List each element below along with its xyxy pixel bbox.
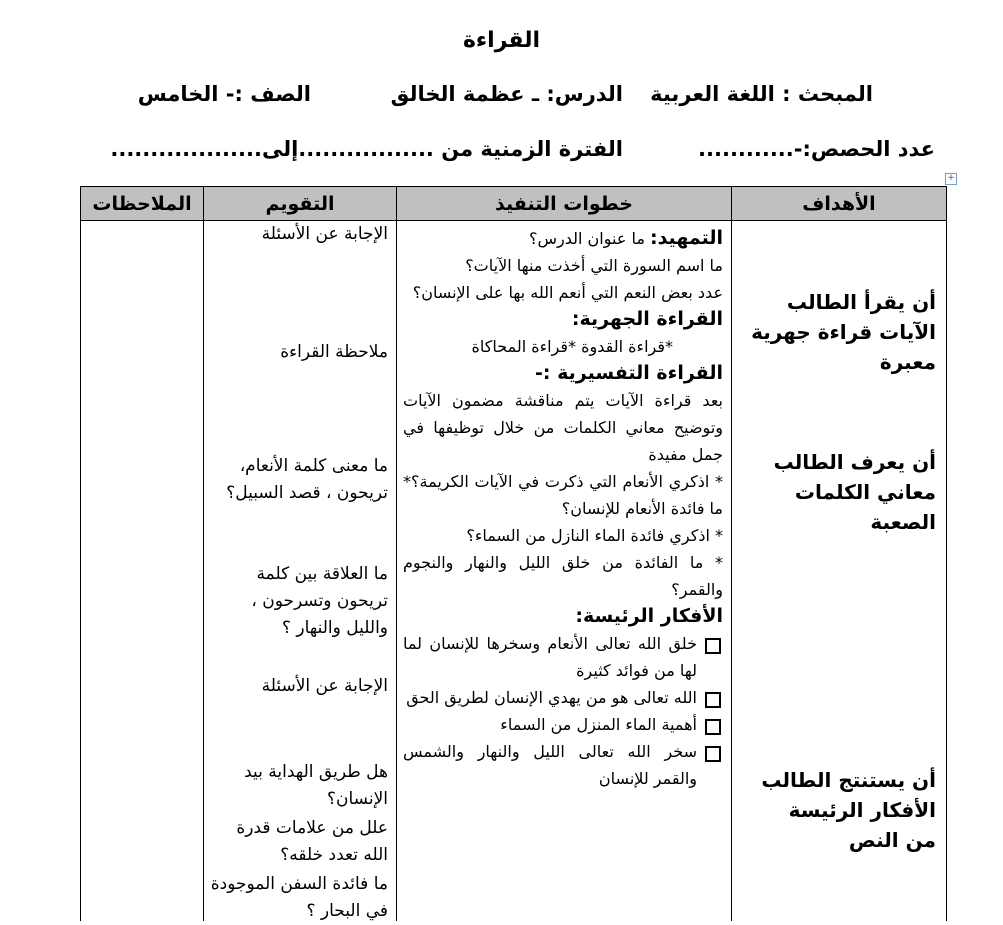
loud-reading-text: *قراءة القدوة *قراءة المحاكاة	[471, 337, 673, 356]
evaluation-item: الإجابة عن الأسئلة	[261, 224, 388, 244]
table-move-handle-icon[interactable]: +	[945, 173, 957, 185]
evaluation-item: ملاحظة القراءة	[280, 342, 388, 362]
evaluation-cell	[204, 221, 397, 922]
explanatory-reading-label: القراءة التفسيرية :-	[535, 362, 723, 384]
subject-label: المبحث : اللغة العربية	[650, 82, 873, 106]
explanatory-question: * اذكري الأنعام التي ذكرت في الآيات الكريمة؟* ما فائدة الأنعام للإنسان؟	[403, 472, 723, 518]
loud-reading-label: القراءة الجهرية:	[571, 308, 723, 330]
intro-question: عدد بعض النعم التي أنعم الله بها على الإنسان؟	[412, 283, 723, 302]
intro-question: ما اسم السورة التي أخذت منها الآيات؟	[465, 256, 723, 275]
checkbox-bullet-icon	[705, 692, 721, 708]
lesson-plan-table	[80, 186, 947, 921]
main-idea-item: سخر الله تعالى الليل والنهار والشمس والقمر للإنسان	[403, 738, 721, 792]
periods-field: عدد الحصص:-............	[698, 137, 935, 161]
explanatory-question: * ما الفائدة من خلق الليل والنهار والنجوم والقمر؟	[403, 553, 723, 599]
evaluation-item: ما العلاقة بين كلمة تريحون وتسرحون ، والليل والنهار ؟	[251, 564, 388, 638]
col-header-evaluation: التقويم	[204, 187, 397, 221]
main-idea-item: الله تعالى هو من يهدي الإنسان لطريق الحق	[403, 684, 721, 711]
evaluation-item: هل طريق الهداية بيد الإنسان؟	[244, 762, 388, 809]
lesson-label: الدرس: ـ عظمة الخالق	[390, 82, 623, 106]
objective-2: أن يعرف الطالب معاني الكلمات الصعبة	[773, 450, 936, 534]
intro-question: ما عنوان الدرس؟	[528, 229, 650, 248]
steps-cell	[397, 221, 732, 922]
objectives-cell	[732, 221, 947, 922]
main-ideas-label: الأفكار الرئيسة:	[575, 605, 723, 627]
main-idea-item: خلق الله تعالى الأنعام وسخرها للإنسان لما لها من فوائد كثيرة	[403, 630, 721, 684]
evaluation-item: علل من علامات قدرة الله تعدد خلقه؟	[236, 818, 388, 865]
grade-label: الصف :- الخامس	[137, 82, 311, 106]
explanatory-question: * اذكري فائدة الماء النازل من السماء؟	[466, 526, 723, 545]
col-header-steps: خطوات التنفيذ	[397, 187, 732, 221]
main-idea-item: أهمية الماء المنزل من السماء	[403, 711, 721, 738]
evaluation-item: ما معنى كلمة الأنعام، تريحون ، قصد السبيل؟	[226, 456, 388, 503]
evaluation-item: الإجابة عن الأسئلة	[261, 676, 388, 696]
col-header-objectives: الأهداف	[732, 187, 947, 221]
evaluation-item: ما فائدة السفن الموجودة في البحار ؟	[210, 874, 388, 921]
objective-3: أن يستنتج الطالب الأفكار الرئيسة من النص	[761, 768, 936, 852]
col-header-notes: الملاحظات	[81, 187, 204, 221]
page-title: القراءة	[462, 28, 541, 53]
intro-label: التمهيد:	[649, 227, 723, 249]
timeframe-field: الفترة الزمنية من .................إلى...................	[110, 137, 623, 161]
checkbox-bullet-icon	[705, 638, 721, 654]
objective-1: أن يقرأ الطالب الآيات قراءة جهرية معبرة	[751, 290, 936, 374]
checkbox-bullet-icon	[705, 719, 721, 735]
checkbox-bullet-icon	[705, 746, 721, 762]
explanatory-text: بعد قراءة الآيات يتم مناقشة مضمون الآيات وتوضيح معاني الكلمات من خلال توظيفها في جمل مفيدة	[403, 391, 723, 464]
notes-cell[interactable]	[81, 221, 204, 922]
